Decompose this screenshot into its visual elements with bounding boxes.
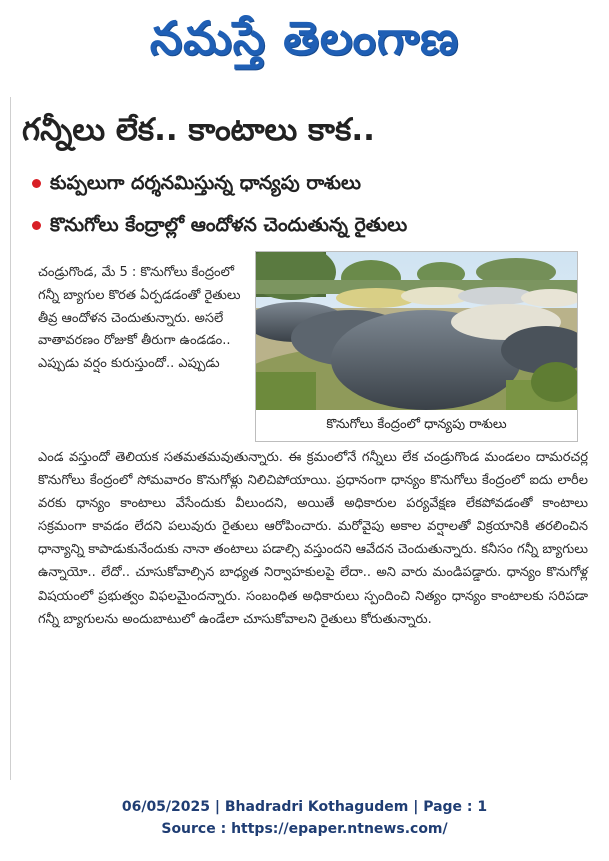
photo-caption: కొనుగోలు కేంద్రంలో ధాన్యపు రాశులు [326, 417, 507, 432]
photo-illustration [256, 252, 577, 410]
article-body: ఎండ వస్తుందో తెలియక సతమతమవుతున్నారు. ఈ క్రమంలోనే గన్నీలు లేక చండ్రుగొండ మండలం దామరచర్ల కొనుగోలు కేంద్రంలో సోమవారం కొనుగోళ్లు నిలిచిపోయాయి. ప్రధానంగా ధాన్యం కొనుగోలు కేంద్రంలో ఐదు లారీల వరకు ధాన్యం కాంటాలు వేసేందుకు వీలుందని, అయితే అధికారుల పర్యవేక్షణ లేకపోవడంతో కాంటాలు సక్రమంగా కావడం లేదని పలువురు రైతులు ఆరోపించారు. మరోవైపు అకాల వర్షాలతో విక్రయానికి తరలించిన ధాన్యాన్ని కాపాడుకునేందుకు నానా తంటాలు పడాల్సి వస్తుందని ఆవేదన చెందుతున్నారు. కనీసం గన్నీ బ్యాగులు ఉన్నాయో.. లేదో.. చూసుకోవాల్సిన బాధ్యత నిర్వాహకులపై లేదా.. అని వారు మండిపడ్డారు. ధాన్యం కొనుగోళ్ల విషయంలో ప్రభుత్వం విఫలమైందన్నారు. సంబంధిత అధికారులు స్పందించి నిత్యం ధాన్యం కాంటాలకు సరిపడా గన్నీ బ్యాగులను అందుబాటులో ఉండేలా చూసుకోవాలని రైతులు కోరుతున్నారు. [38, 450, 588, 627]
bullet-dot-icon [32, 179, 41, 188]
article-photo [255, 251, 578, 442]
footer-edition-info: 06/05/2025 | Bhadradri Kothagudem | Page : 1 [121, 799, 488, 815]
newspaper-logo: నమస్తే తెలంగాణ [149, 11, 460, 65]
masthead [0, 0, 609, 84]
page-footer [0, 796, 609, 840]
subheadline-2 [36, 210, 596, 240]
article-body-column: చండ్రుగొండ, మే 5 : కొనుగోలు కేంద్రంలో గన్నీ బ్యాగుల కొరత ఏర్పడడంతో రైతులు తీవ్ర ఆందోళన చెందుతున్నారు. అసలే వాతావరణం రోజుకో తీరుగా ఉండడం.. ఎప్పుడు వర్షం కురుస్తుందో.. ఎప్పుడు [38, 265, 241, 372]
bullet-dot-icon [32, 221, 41, 230]
footer-source: Source : https://epaper.ntnews.com/ [161, 821, 448, 837]
subheadline-1 [36, 168, 596, 198]
grain-heaps-photo [256, 252, 577, 410]
article-headline: గన్నీలు లేక.. కాంటాలు కాక.. [22, 112, 375, 148]
subheadline-1-text: కుప్పలుగా దర్శనమిస్తున్న ధాన్యపు రాశులు [50, 172, 362, 194]
subheadline-2-text: కొనుగోలు కేంద్రాల్లో ఆందోళన చెందుతున్న రైతులు [50, 214, 408, 236]
